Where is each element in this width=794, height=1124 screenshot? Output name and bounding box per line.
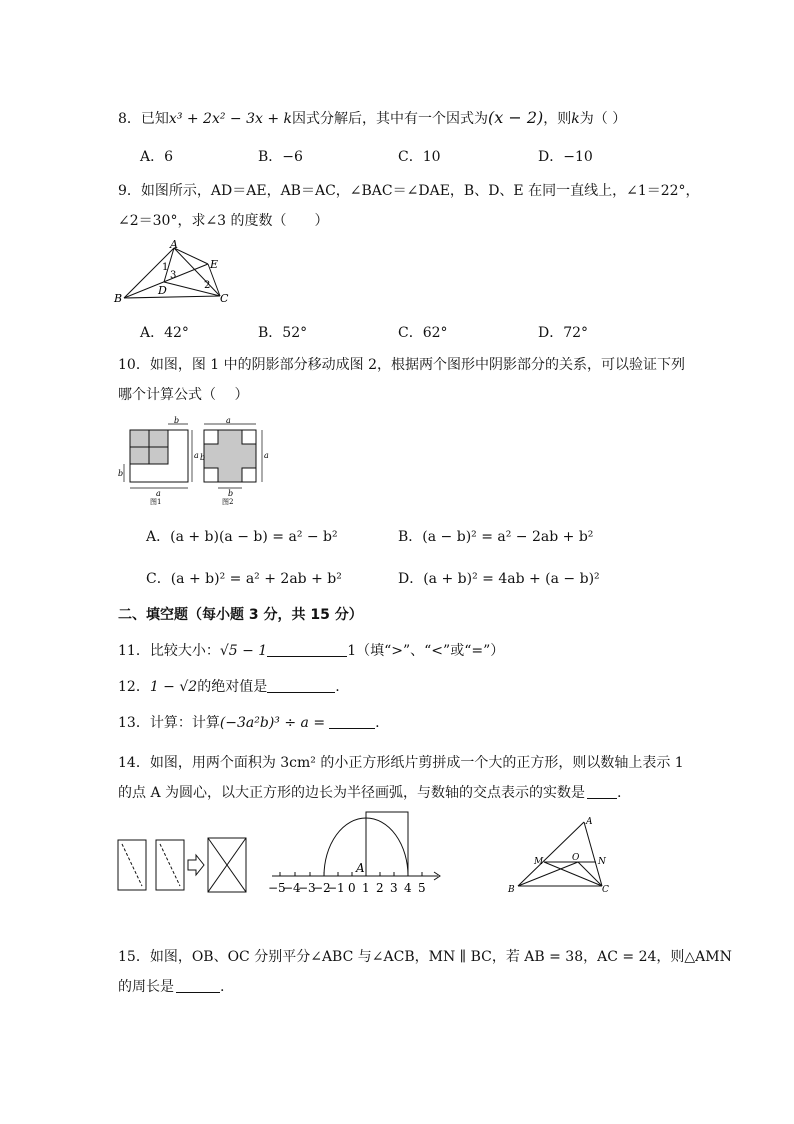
q10-fig2-caption: 图2	[222, 498, 234, 506]
axis-tick-label: 4	[404, 881, 412, 895]
q12-text: 12．	[118, 679, 150, 695]
q10-fig1-label-b-top: b	[174, 416, 180, 425]
q10-stem-line2: 哪个计算公式（ ）	[118, 387, 249, 403]
q15-label-b: B	[508, 885, 515, 895]
q8-option-b[interactable]: B．−6	[258, 149, 303, 165]
q8-expression: x³ + 2x² − 3x + k	[168, 111, 293, 127]
q12-answer-blank[interactable]	[267, 678, 335, 693]
q8-variable: k	[571, 111, 580, 127]
q10-figure	[118, 416, 278, 506]
q10-stem-line1: 10．如图，图 1 中的阴影部分移动成图 2，根据两个图形中阴影部分的关系，可以验证下列	[118, 357, 685, 373]
q9-option-c[interactable]: C．62°	[398, 325, 448, 341]
q12-text: .	[335, 679, 340, 695]
q14-number-line-figure	[262, 806, 448, 898]
q9-label-b: B	[114, 292, 123, 305]
q15-stem-line2	[118, 976, 224, 996]
q13-stem	[118, 712, 380, 732]
q15-text: 的周长是	[118, 979, 174, 995]
axis-tick-label: −4	[283, 881, 301, 895]
q15-label-c: C	[602, 885, 609, 895]
q8-option-a[interactable]: A．6	[140, 149, 174, 165]
q9-figure	[112, 236, 232, 306]
q9-angle-3: 3	[170, 270, 177, 281]
q9-label-e: E	[210, 258, 219, 271]
axis-tick-label: −5	[268, 881, 286, 895]
axis-tick-label: 0	[348, 881, 356, 895]
q10-fig2-label-b-side: b	[200, 453, 206, 462]
q9-label-d: D	[158, 284, 167, 297]
axis-tick-label: 3	[390, 881, 398, 895]
q10-fig1-caption: 图1	[150, 498, 162, 506]
q15-label-n: N	[598, 857, 606, 867]
q14-stem-line2	[118, 782, 621, 802]
axis-tick-label: 5	[418, 881, 426, 895]
q8-stem	[118, 108, 626, 128]
q13-expression: (−3a²b)³ ÷ a =	[219, 715, 326, 731]
axis-tick-label: 1	[362, 881, 370, 895]
q10-fig1-label-a-bottom: a	[156, 489, 161, 498]
q15-text: .	[220, 979, 225, 995]
axis-tick-label: −2	[313, 881, 331, 895]
q8-text: ，则	[543, 111, 572, 127]
q8-factor: (x − 2)	[488, 108, 544, 127]
q12-stem	[118, 676, 340, 696]
q14-stem-line1: 14．如图，用两个面积为 3cm² 的小正方形纸片剪拼成一个大的正方形，则以数轴上表示 1	[118, 755, 684, 771]
q14-squares-figure	[114, 834, 254, 898]
q11-text: 11．比较大小：	[118, 643, 220, 659]
q10-fig1-label-b-side: b	[118, 469, 124, 478]
axis-tick-label: −3	[298, 881, 316, 895]
q8-text: 为（ ）	[579, 111, 627, 127]
section-fill-in-title: 二、填空题（每小题 3 分，共 15 分）	[118, 607, 363, 623]
q9-stem-line2: ∠2＝30°，求∠3 的度数（ ）	[118, 213, 329, 229]
q10-fig2-label-b-bottom: b	[228, 489, 234, 498]
q15-label-o: O	[572, 853, 580, 863]
q9-label-c: C	[220, 292, 229, 305]
q15-answer-blank[interactable]	[176, 978, 220, 993]
q13-answer-blank[interactable]	[329, 714, 375, 729]
q10-option-a[interactable]: A．(a + b)(a − b) = a² − b²	[146, 529, 338, 545]
q11-expression: √5 − 1	[219, 643, 268, 659]
q15-stem-line1: 15．如图，OB、OC 分别平分∠ABC 与∠ACB，MN ∥ BC，若 AB = 38，AC = 24，则△AMN	[118, 949, 732, 965]
arrow-right-icon	[188, 855, 204, 875]
q9-option-d[interactable]: D．72°	[538, 325, 589, 341]
q15-label-a: A	[586, 817, 593, 827]
axis-tick-label: 2	[376, 881, 384, 895]
q8-text: 8．已知	[118, 111, 169, 127]
q8-option-d[interactable]: D．−10	[538, 149, 593, 165]
q11-answer-blank[interactable]	[267, 642, 347, 657]
q12-expression: 1 − √2	[149, 679, 198, 695]
axis-tick-label: −1	[327, 881, 345, 895]
q8-option-c[interactable]: C．10	[398, 149, 441, 165]
q9-label-a: A	[170, 238, 178, 251]
q15-triangle-figure	[504, 812, 624, 896]
q9-option-b[interactable]: B．52°	[258, 325, 308, 341]
q10-fig2-label-a-side: a	[264, 451, 269, 460]
q9-stem-line1: 9．如图所示，AD＝AE，AB＝AC，∠BAC＝∠DAE，B、D、E 在同一直线上，∠1＝22°，	[118, 183, 700, 199]
q10-option-b[interactable]: B．(a − b)² = a² − 2ab + b²	[398, 529, 594, 545]
q13-text: .	[375, 715, 380, 731]
q9-angle-1: 1	[162, 262, 169, 273]
q13-text: 13．计算：计算	[118, 715, 220, 731]
q9-angle-2: 2	[204, 280, 211, 291]
q15-label-m: M	[534, 857, 544, 867]
q8-text: 因式分解后，其中有一个因式为	[292, 111, 489, 127]
q11-stem	[118, 640, 504, 660]
q10-option-c[interactable]: C．(a + b)² = a² + 2ab + b²	[146, 571, 342, 587]
q14-point-a-label: A	[356, 861, 365, 875]
q10-fig1-label-a-side: a	[194, 451, 199, 460]
q10-fig2-label-a-top: a	[226, 416, 231, 425]
q14-text: .	[617, 785, 622, 801]
q14-answer-blank[interactable]	[587, 784, 617, 799]
q14-text: 的点 A 为圆心，以大正方形的边长为半径画弧，与数轴的交点表示的实数是	[118, 785, 586, 801]
q10-option-d[interactable]: D．(a + b)² = 4ab + (a − b)²	[398, 571, 600, 587]
q11-text: 1（填“>”、“<”或“=”）	[347, 643, 505, 659]
q9-option-a[interactable]: A．42°	[140, 325, 189, 341]
q12-text: 的绝对值是	[197, 679, 268, 695]
